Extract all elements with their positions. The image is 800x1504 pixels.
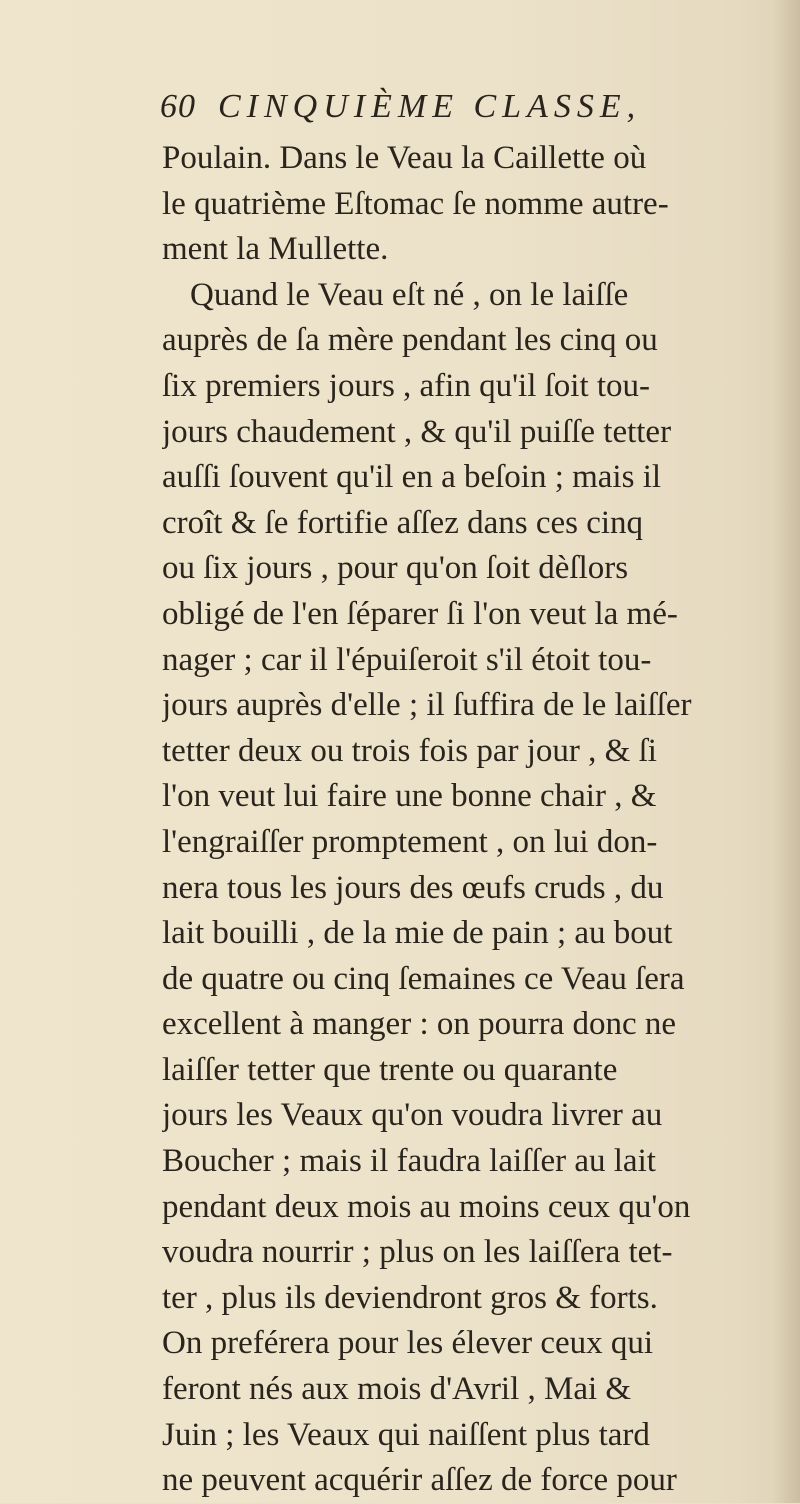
text-line: ter , plus ils deviendront gros & forts. bbox=[162, 1279, 658, 1316]
text-line: nager ; car il l'épuiſeroit s'il étoit tou- bbox=[162, 641, 652, 678]
text-line: excellent à manger : on pourra donc ne bbox=[162, 1006, 677, 1043]
text-line: Juin ; les Veaux qui naiſſent plus tard bbox=[162, 1416, 650, 1453]
text-line: auſſi ſouvent qu'il en a beſoin ; mais il bbox=[162, 459, 662, 496]
text-line: pendant deux mois au moins ceux qu'on bbox=[162, 1188, 691, 1225]
text-line: laiſſer tetter que trente ou quarante bbox=[162, 1051, 618, 1088]
running-head: CINQUIÈME CLASSE, bbox=[218, 88, 642, 125]
body-text bbox=[162, 136, 772, 1504]
text-line: ne peuvent acquérir aſſez de force pour bbox=[162, 1462, 677, 1499]
text-line: de quatre ou cinq ſemaines ce Veau ſera bbox=[162, 960, 685, 997]
text-line: Poulain. Dans le Veau la Caillette où bbox=[162, 140, 647, 176]
text-line: auprès de ſa mère pendant les cinq ou bbox=[162, 322, 658, 359]
text-line: jours les Veaux qu'on voudra livrer au bbox=[162, 1097, 663, 1134]
text-line: feront nés aux mois d'Avril , Mai & bbox=[162, 1371, 632, 1408]
text-line: ſix premiers jours , afin qu'il ſoit tou- bbox=[162, 367, 651, 404]
text-line: Quand le Veau eſt né , on le laiſſe bbox=[190, 276, 629, 313]
text-line: le quatrième Eſtomac ſe nomme autre- bbox=[162, 185, 669, 222]
text-line: jours auprès d'elle ; il ſuffira de le laiſſer bbox=[162, 687, 692, 724]
text-line: On preférera pour les élever ceux qui bbox=[162, 1325, 654, 1362]
text-line: Boucher ; mais il faudra laiſſer au lait bbox=[162, 1143, 656, 1180]
text-line: voudra nourrir ; plus on les laiſſera tet- bbox=[162, 1234, 673, 1271]
page-header bbox=[160, 88, 760, 138]
text-line: l'on veut lui faire une bonne chair , & bbox=[162, 778, 657, 815]
text-line: jours chaudement , & qu'il puiſſe tetter bbox=[162, 413, 672, 450]
text-line: l'engraiſſer promptement , on lui don- bbox=[162, 823, 658, 860]
text-line: nera tous les jours des œufs cruds , du bbox=[162, 869, 664, 906]
page-spine-shadow bbox=[772, 0, 800, 1503]
text-line: tetter deux ou trois fois par jour , & ſi bbox=[162, 732, 657, 769]
text-line: lait bouilli , de la mie de pain ; au bout bbox=[162, 915, 673, 952]
page-number: 60 bbox=[160, 88, 196, 125]
text-line: croît & ſe fortifie aſſez dans ces cinq bbox=[162, 504, 644, 541]
text-line: ou ſix jours , pour qu'on ſoit dèſlors bbox=[162, 550, 629, 587]
text-line: obligé de l'en ſéparer ſi l'on veut la mé- bbox=[162, 595, 678, 632]
text-line: ment la Mullette. bbox=[162, 231, 389, 268]
